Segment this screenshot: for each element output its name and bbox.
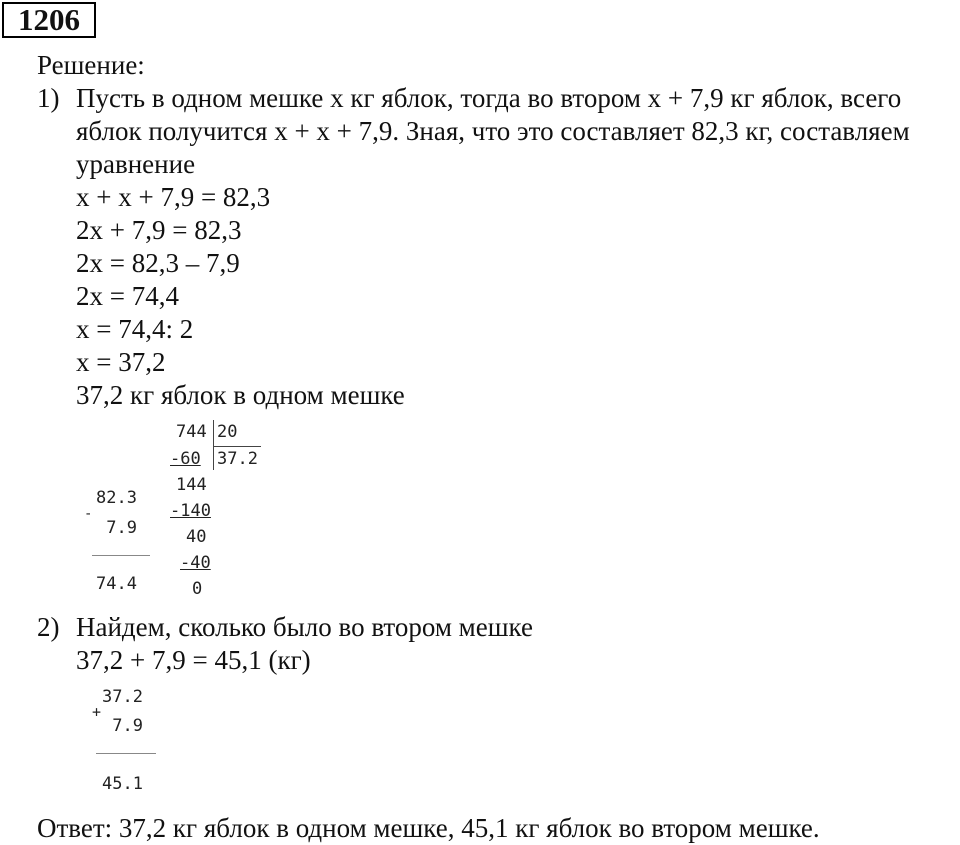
division-divisor: 20 — [217, 422, 238, 442]
equation-line: x = 37,2 — [76, 347, 166, 377]
step1-text-line: уравнение — [76, 149, 196, 179]
subtraction-rule — [92, 555, 150, 556]
step2-equation: 37,2 + 7,9 = 45,1 (кг) — [76, 645, 311, 675]
task-number: 1206 — [2, 2, 96, 38]
division-step: -140 — [170, 501, 211, 521]
addition-result: 45.1 — [102, 774, 143, 794]
division-step: -40 — [180, 553, 211, 573]
equation-line: x = 74,4: 2 — [76, 314, 194, 344]
step2-text: Найдем, сколько было во втором мешке — [76, 612, 533, 642]
addition-top: 37.2 — [102, 687, 143, 707]
step1-result: 37,2 кг яблок в одном мешке — [76, 380, 405, 410]
addition-bottom-indent — [102, 716, 143, 736]
addition-bottom: 7.9 — [112, 716, 143, 736]
subtraction-top: 82.3 — [96, 488, 137, 508]
division-step: 0 — [192, 579, 203, 599]
subtraction-bottom-indent — [96, 518, 137, 538]
equation-line: 2x + 7,9 = 82,3 — [76, 215, 242, 245]
division-bar — [213, 420, 214, 470]
step1-text-line: яблок получится x + x + 7,9. Зная, что это составляет 82,3 кг, составляем — [76, 116, 910, 146]
answer-text: Ответ: 37,2 кг яблок в одном мешке, 45,1 кг яблок во втором мешке. — [37, 813, 820, 843]
division-step: 40 — [186, 527, 207, 547]
division-step: -60 — [170, 449, 201, 469]
addition-rule — [96, 753, 156, 754]
subtraction-result: 74.4 — [96, 574, 137, 594]
addition-sign: + — [92, 703, 102, 721]
step1-text-line: Пусть в одном мешке x кг яблок, тогда во втором x + 7,9 кг яблок, всего — [76, 83, 902, 113]
step2-marker: 2) — [37, 612, 60, 642]
division-step: 144 — [176, 475, 207, 495]
equation-line: 2x = 74,4 — [76, 281, 179, 311]
equation-line: x + x + 7,9 = 82,3 — [76, 182, 271, 212]
step1-marker: 1) — [37, 83, 60, 113]
subtraction-bottom: 7.9 — [106, 518, 137, 538]
equation-line: 2x = 82,3 – 7,9 — [76, 248, 240, 278]
division-divisor-rule — [213, 446, 261, 447]
subtraction-sign: - — [84, 506, 93, 522]
division-dividend: 744 — [176, 422, 207, 442]
division-quotient: 37.2 — [217, 449, 258, 469]
solution-label: Решение: — [37, 50, 145, 80]
